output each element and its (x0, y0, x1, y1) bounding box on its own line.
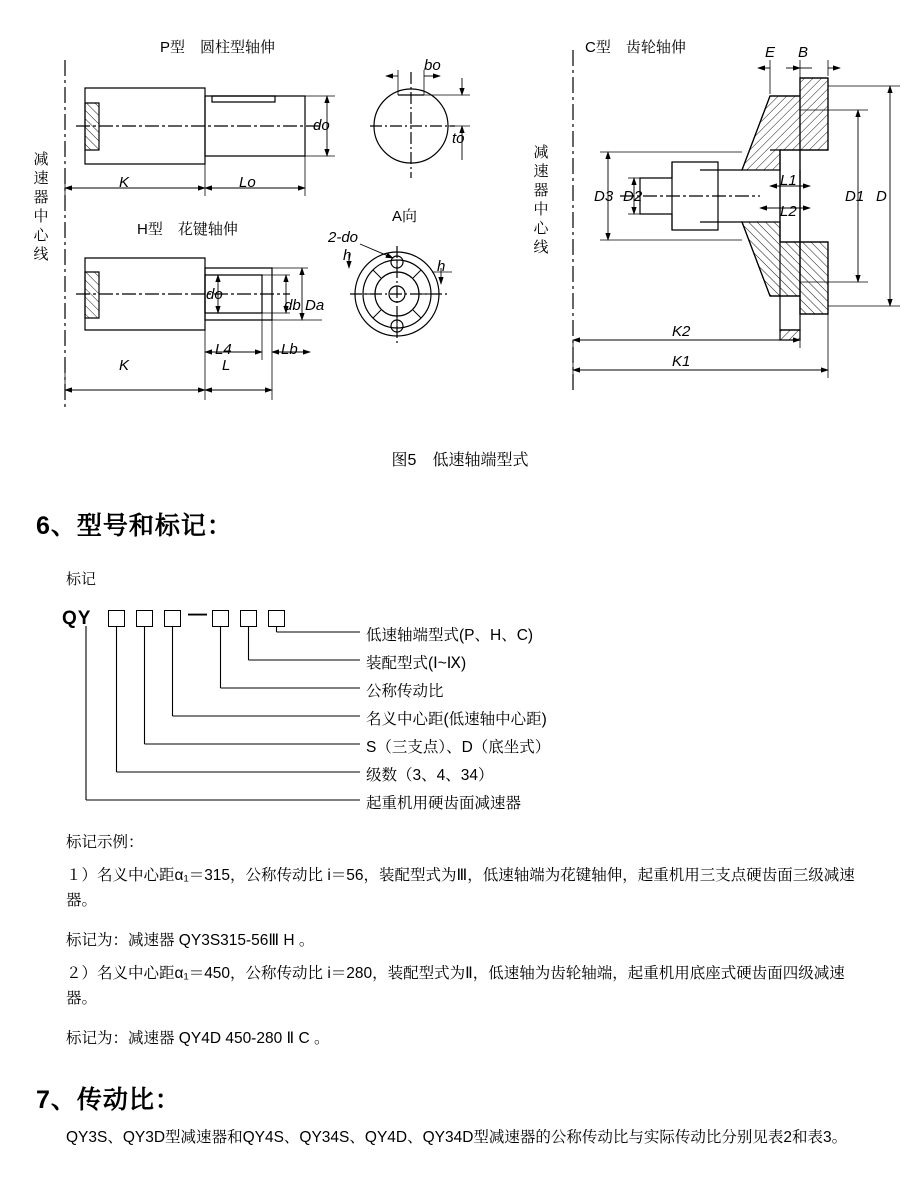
example-1-text: １）名义中心距α₁＝315，公称传动比 i＝56，装配型式为Ⅲ，低速轴端为花键轴伸，起重机用三支点硬齿面三级减速器。 (66, 867, 855, 909)
legend-item-3: 名义中心距(低速轴中心距) (366, 711, 547, 728)
section-6-heading: 6、型号和标记： (36, 512, 233, 540)
label-K-p: K (119, 174, 130, 191)
label-K2: K2 (672, 323, 691, 340)
label-a-view: A向 (392, 208, 418, 225)
label-L4: L4 (215, 341, 232, 358)
label-do-p: do (313, 117, 330, 134)
label-Lo: Lo (239, 174, 256, 191)
label-to: to (452, 130, 465, 147)
mark-label: 标记 (66, 571, 97, 588)
label-db: db (284, 297, 301, 314)
label-L1: L1 (780, 172, 797, 189)
label-centerline-left: 减速器中心线 (33, 151, 49, 263)
label-c-type: C型 齿轮轴伸 (585, 39, 686, 56)
code-dash: — (188, 604, 208, 625)
figure-5-drawing (0, 0, 920, 480)
example-2-text: ２）名义中心距α₁＝450，公称传动比 i＝280，装配型式为Ⅱ，低速轴为齿轮轴端，起重机用底座式硬齿面四级减速器。 (66, 965, 845, 1007)
label-centerline-right: 减速器中心线 (533, 144, 549, 256)
label-p-type: P型 圆柱型轴伸 (160, 39, 276, 56)
label-2-do: 2-do (328, 229, 359, 246)
label-Lb: Lb (281, 341, 298, 358)
legend-item-2: 公称传动比 (366, 683, 444, 700)
example-title: 标记示例： (66, 834, 144, 851)
label-D3: D3 (594, 188, 614, 205)
label-B: B (798, 44, 809, 61)
label-L2: L2 (780, 203, 797, 220)
label-h-right: h (437, 258, 446, 275)
legend-item-1: 装配型式(Ⅰ~Ⅸ) (366, 655, 467, 672)
label-D1: D1 (845, 188, 865, 205)
label-h-left: h (343, 247, 352, 264)
section-7-heading: 7、传动比： (36, 1086, 181, 1114)
code-prefix: QY (62, 608, 92, 629)
label-do-h: do (206, 286, 223, 303)
example-1-mark: 标记为：减速器 QY3S315-56Ⅲ H 。 (66, 932, 315, 949)
label-E: E (765, 44, 776, 61)
section-7-text: QY3S、QY3D型减速器和QY4S、QY34S、QY4D、QY34D型减速器的公称传动比与实际传动比分别见表2和表3。 (66, 1129, 848, 1146)
label-L: L (222, 357, 231, 374)
label-K1: K1 (672, 353, 691, 370)
legend-item-0: 低速轴端型式(P、H、C) (366, 627, 534, 644)
label-Da: Da (305, 297, 325, 314)
figure-caption: 图5 低速轴端型式 (391, 452, 529, 469)
legend-item-5: 级数（3、4、34） (366, 767, 494, 784)
label-D2: D2 (623, 188, 643, 205)
legend-item-4: S（三支点）、D（底坐式） (366, 739, 551, 756)
example-2-mark: 标记为：减速器 QY4D 450-280 Ⅱ C 。 (66, 1030, 330, 1047)
label-h-type: H型 花键轴伸 (137, 221, 238, 238)
legend-item-6: 起重机用硬齿面减速器 (366, 795, 522, 812)
label-D: D (876, 188, 887, 205)
label-K-h: K (119, 357, 130, 374)
label-bo: bo (424, 57, 441, 74)
